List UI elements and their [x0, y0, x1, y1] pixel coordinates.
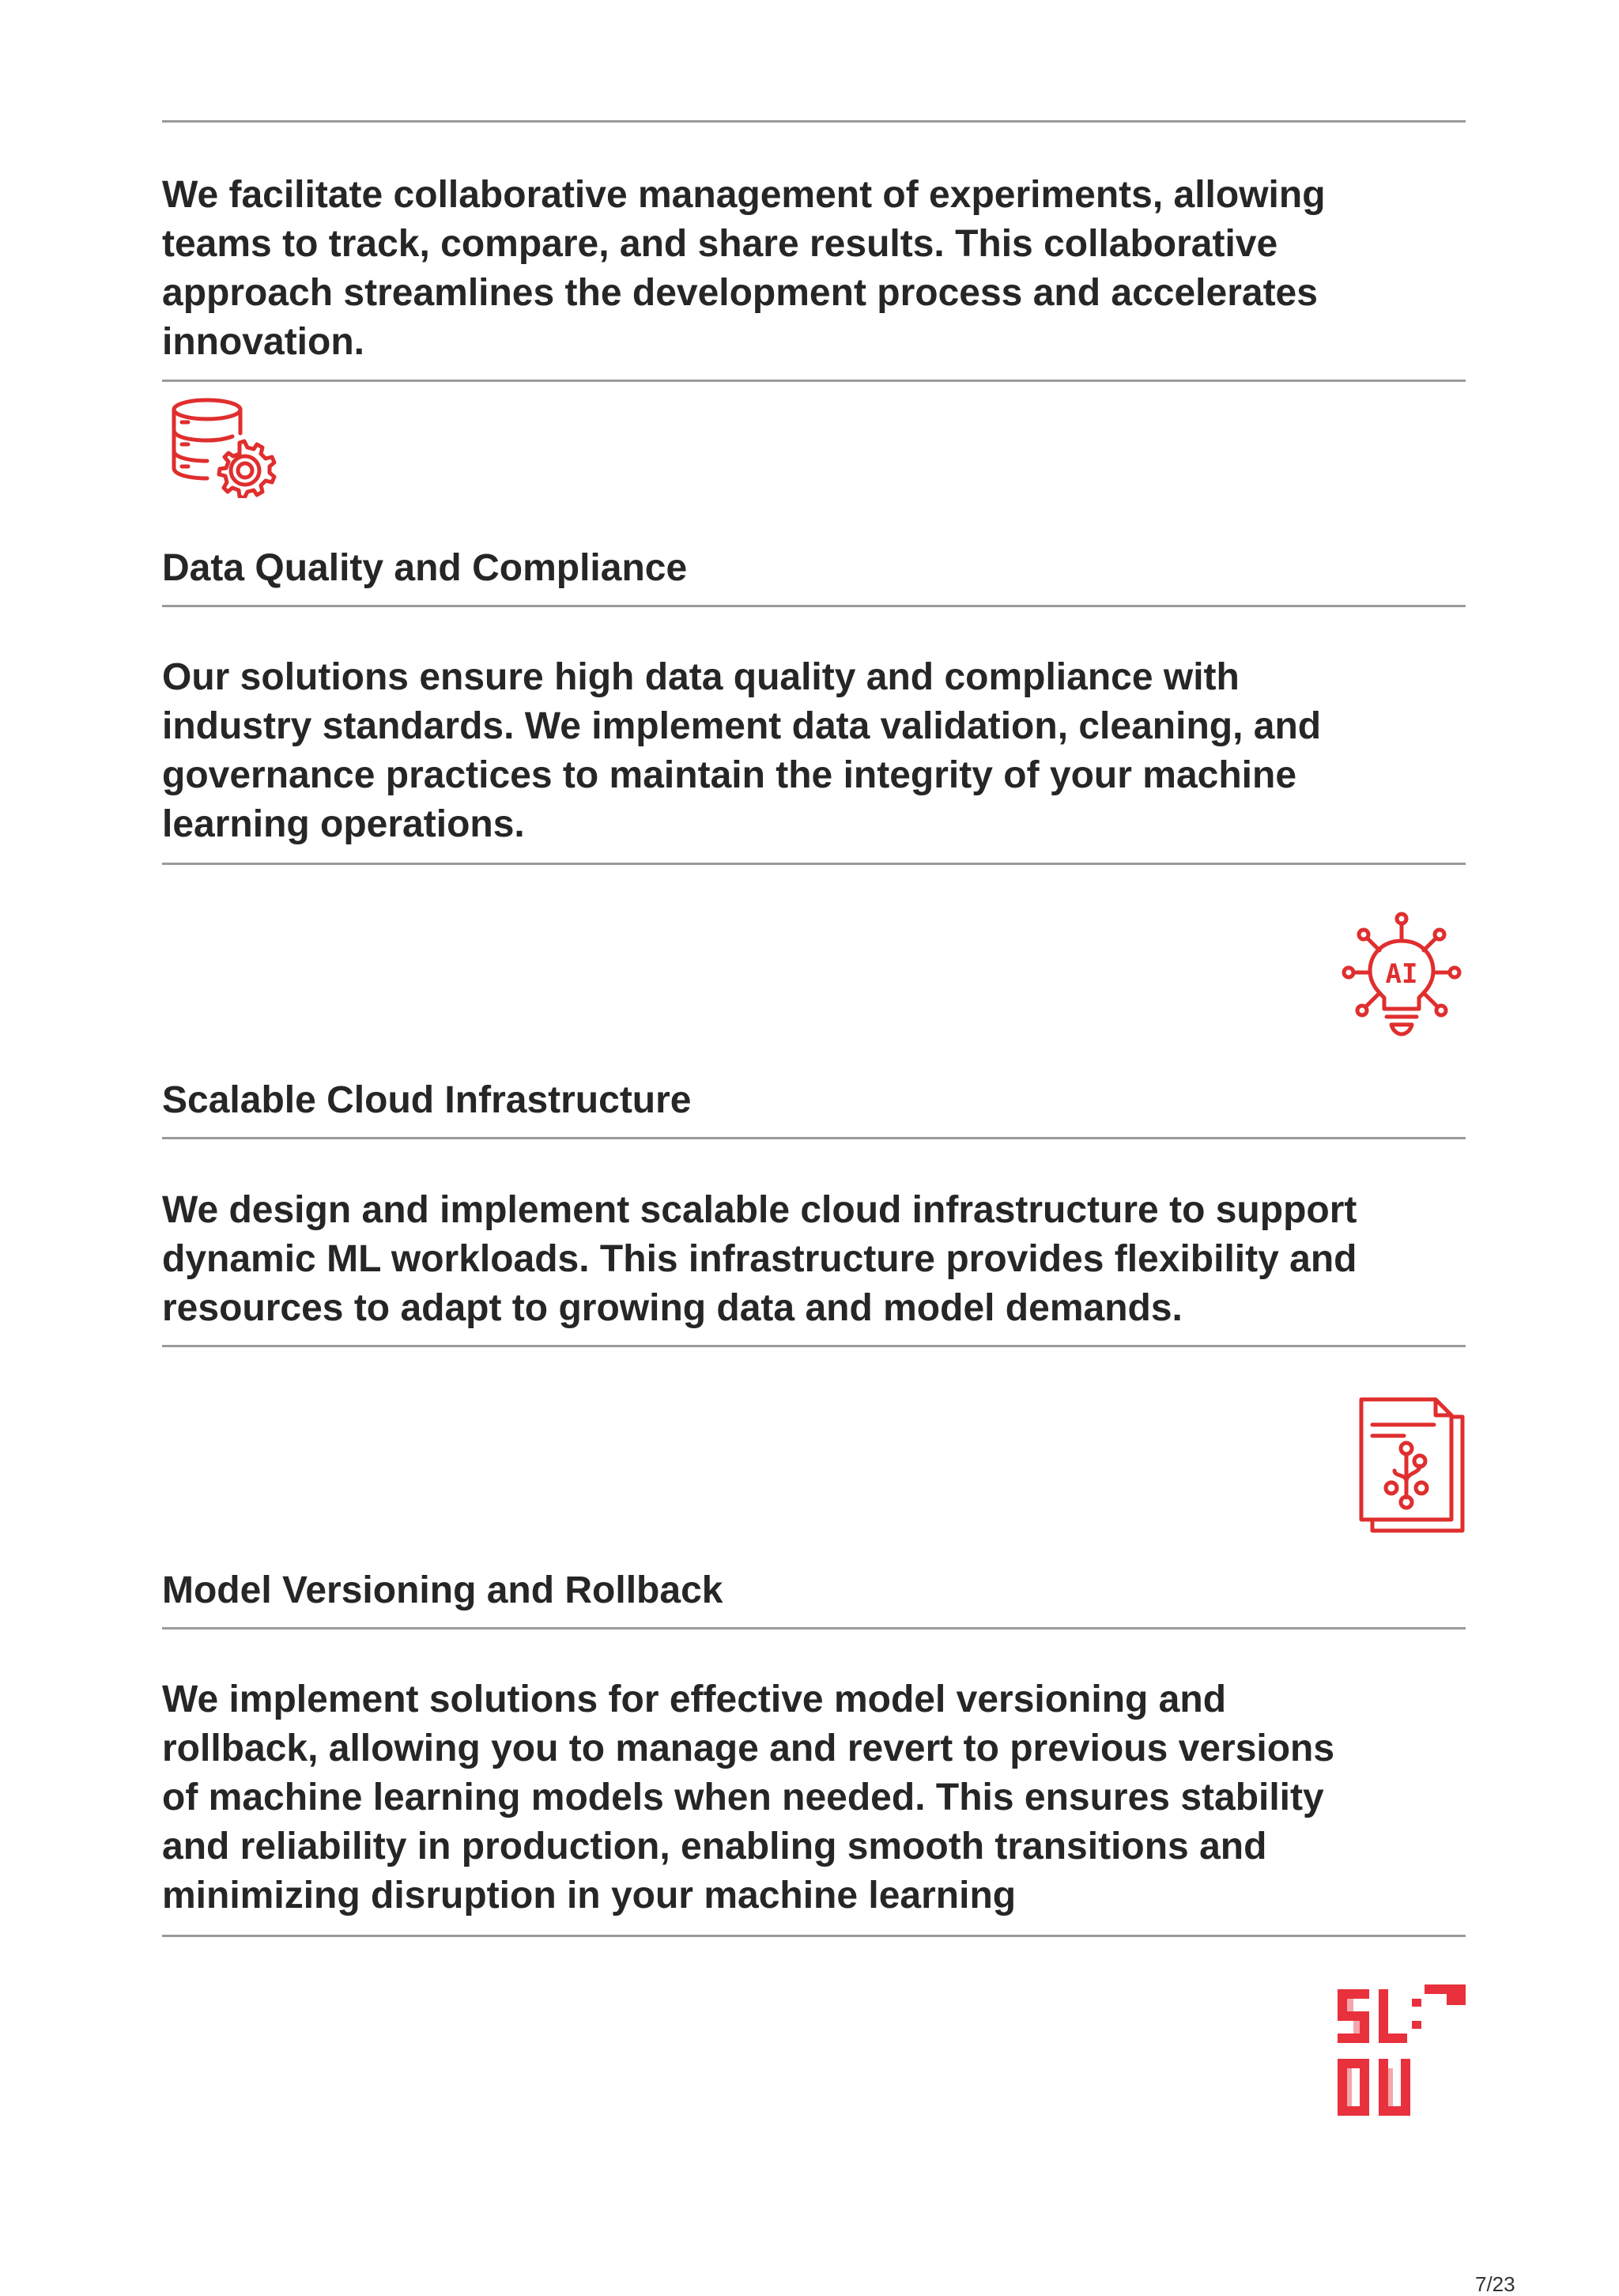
database-gear-icon	[168, 395, 278, 498]
intro-paragraph: We facilitate collaborative management of experiments, allowing teams to track, compare, and share results. This collaborative approach streamlines the development process and accelerates innovation.	[162, 174, 1326, 363]
divider	[162, 1137, 1466, 1139]
divider	[162, 1345, 1466, 1347]
section-paragraph: We implement solutions for effective model versioning and rollback, allowing you to manage and revert to previous versions of machine learning models when needed. This ensures stability and reliability in production, enabling smooth transitions and minimizing disruption in your machine learning	[162, 1679, 1335, 1916]
pixel-logo-icon	[1336, 1983, 1467, 2122]
section-heading: Data Quality and Compliance	[162, 547, 688, 589]
divider	[162, 605, 1466, 607]
section-paragraph: Our solutions ensure high data quality and compliance with industry standards. We implement data validation, cleaning, and governance practices to maintain the integrity of your machine learning operations.	[162, 656, 1322, 845]
section-heading: Model Versioning and Rollback	[162, 1569, 723, 1611]
divider	[162, 1627, 1466, 1629]
section-paragraph: We design and implement scalable cloud infrastructure to support dynamic ML workloads. This infrastructure provides flexibility and resources to adapt to growing data and model demands.	[162, 1189, 1357, 1329]
ai-lightbulb-icon	[1334, 909, 1469, 1044]
section-heading: Scalable Cloud Infrastructure	[162, 1079, 692, 1121]
svg-text:AI: AI	[1385, 958, 1418, 990]
page-number: 7/23	[1475, 2272, 1515, 2296]
top-rule	[162, 120, 1466, 123]
document-version-branch-icon	[1357, 1395, 1467, 1535]
divider	[162, 1935, 1466, 1937]
divider	[162, 380, 1466, 382]
divider	[162, 863, 1466, 865]
